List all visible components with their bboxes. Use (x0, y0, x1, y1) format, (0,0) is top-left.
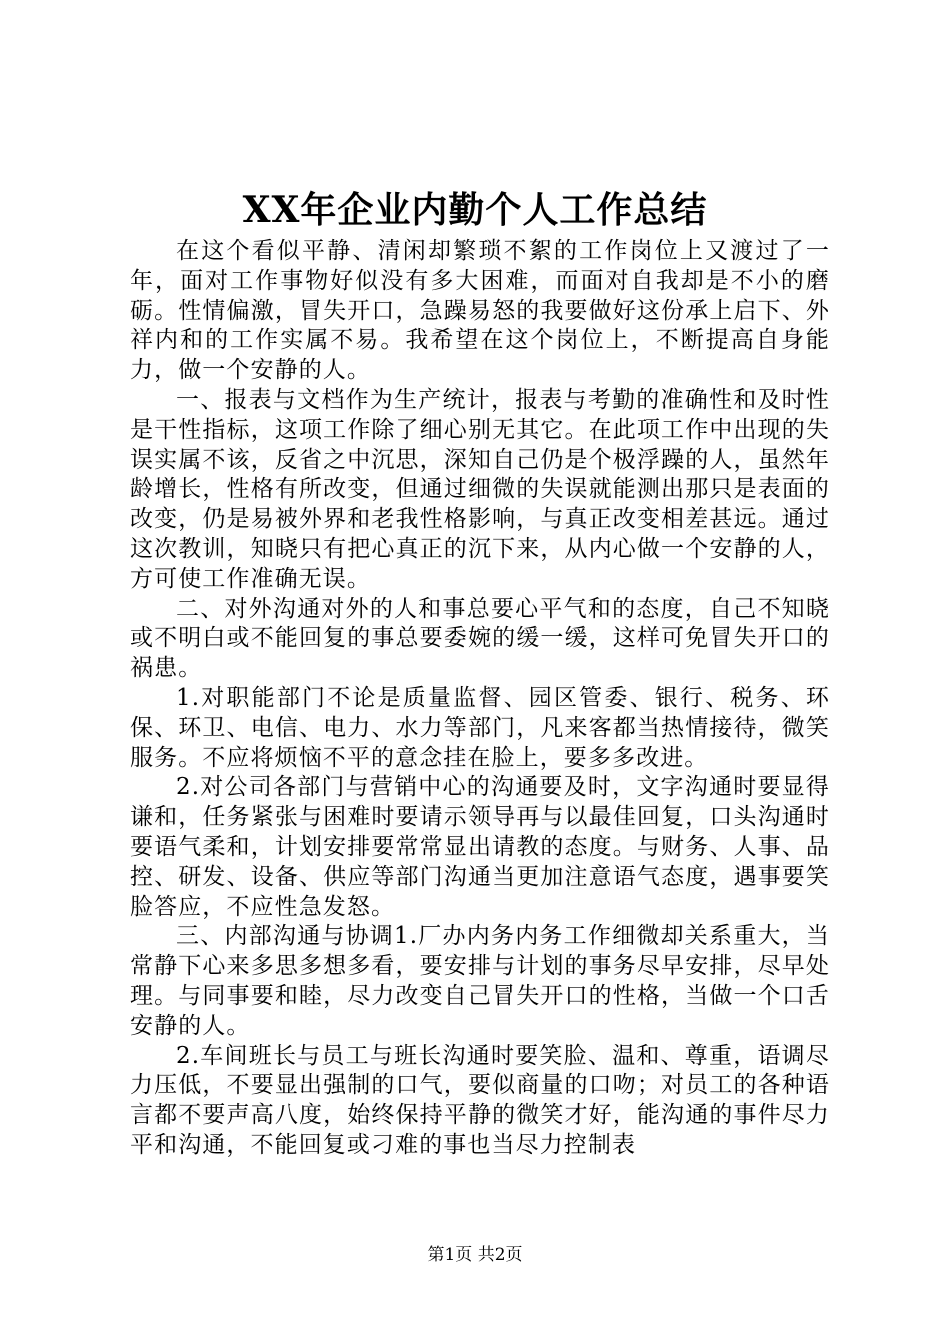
paragraph-section-1: 一、报表与文档作为生产统计，报表与考勤的准确性和及时性是干性指标，这项工作除了细心别无其它。在此项工作中出现的失误实属不该，反省之中沉思，深知自己仍是个极浮躁的人，虽然年龄增长，性格有所改变，但通过细微的失误就能测出那只是表面的改变，仍是易被外界和老我性格影响，与真正改变相差甚远。通过这次教训，知晓只有把心真正的沉下来，从内心做一个安静的人，方可使工作准确无误。 (130, 386, 830, 592)
paragraph-intro: 在这个看似平静、清闲却繁琐不絮的工作岗位上又渡过了一年，面对工作事物好似没有多大困难，而面对自我却是不小的磨砺。性情偏激，冒失开口，急躁易怒的我要做好这份承上启下、外祥内和的工作实属不易。我希望在这个岗位上，不断提高自身能力，做一个安静的人。 (130, 238, 830, 384)
paragraph-section-2: 二、对外沟通对外的人和事总要心平气和的态度，自己不知晓或不明白或不能回复的事总要委婉的缓一缓，这样可免冒失开口的祸患。 (130, 595, 830, 682)
paragraph-section-2-item-2: 2.对公司各部门与营销中心的沟通要及时，文字沟通时要显得谦和，任务紧张与困难时要请示领导再与以最佳回复，口头沟通时要语气柔和，计划安排要常常显出请教的态度。与财务、人事、品控、研发、设备、供应等部门沟通当更加注意语气态度，遇事要笑脸答应，不应性急发怒。 (130, 774, 830, 920)
page-footer: 第1页 共2页 (427, 1245, 523, 1265)
paragraph-section-2-item-1: 1.对职能部门不论是质量监督、园区管委、银行、税务、环保、环卫、电信、电力、水力等部门，凡来客都当热情接待，微笑服务。不应将烦恼不平的意念挂在脸上，要多多改进。 (130, 684, 830, 771)
paragraph-section-3-item-2: 2.车间班长与员工与班长沟通时要笑脸、温和、尊重，语调尽力压低，不要显出强制的口气，要似商量的口吻；对员工的各种语言都不要声高八度，始终保持平静的微笑才好，能沟通的事件尽力平和沟通，不能回复或刁难的事也当尽力控制表 (130, 1042, 830, 1158)
document-body (130, 237, 830, 1161)
document-title: XX年企业内勤个人工作总结 (242, 189, 708, 231)
paragraph-section-3: 三、内部沟通与协调1.厂办内务内务工作细微却关系重大，当常静下心来多思多想多看，要安排与计划的事务尽早安排，尽早处理。与同事要和睦，尽力改变自己冒失开口的性格，当做一个口舌安静的人。 (130, 923, 830, 1039)
